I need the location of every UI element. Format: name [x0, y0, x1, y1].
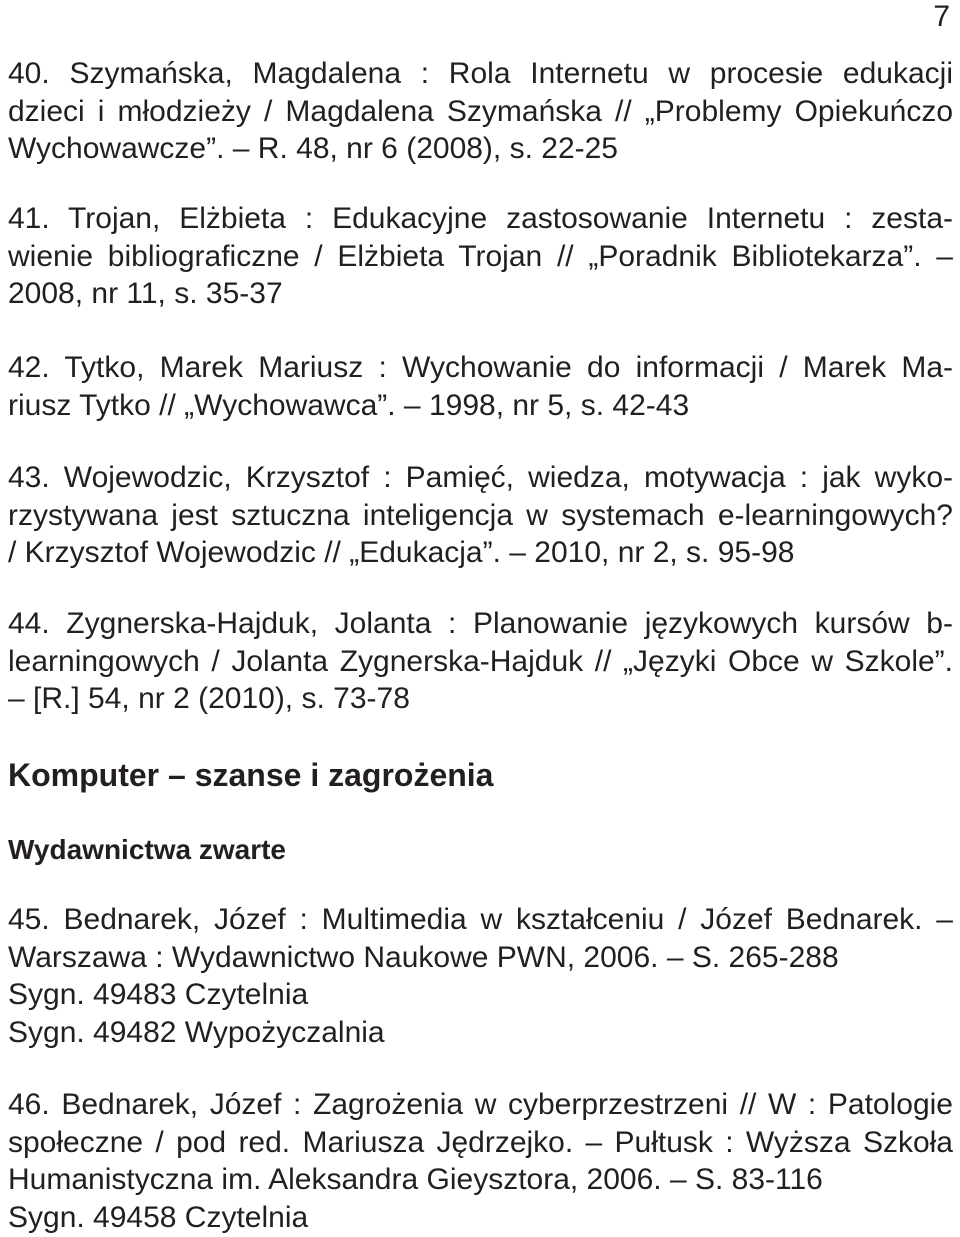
- sub-heading: Wydawnictwa zwarte: [8, 834, 287, 865]
- entry-line: Sygn. 49483 Czytelnia: [8, 978, 309, 1011]
- bibliography-entry-40: [8, 55, 953, 168]
- entry-line: 46. Bednarek, Józef : Zagrożenia w cyberprzestrzeni // W : Patologie: [8, 1088, 953, 1121]
- entry-line: Warszawa : Wydawnictwo Naukowe PWN, 2006. – S. 265-288: [8, 940, 839, 974]
- entry-line: – [R.] 54, nr 2 (2010), s. 73-78: [8, 682, 410, 715]
- entry-line: Sygn. 49458 Czytelnia: [8, 1200, 309, 1234]
- section-heading: Komputer – szanse i zagrożenia: [8, 757, 494, 793]
- bibliography-entry-44: [8, 605, 953, 718]
- entry-line: 43. Wojewodzic, Krzysztof : Pamięć, wiedza, motywacja : jak wyko-: [8, 461, 953, 494]
- page-number: 7: [933, 0, 950, 33]
- entry-line: 42. Tytko, Marek Mariusz : Wychowanie do informacji / Marek Ma-: [8, 351, 953, 384]
- entry-line: Sygn. 49482 Wypożyczalnia: [8, 1015, 385, 1049]
- bibliography-entry-43: [8, 459, 953, 572]
- entry-line: learningowych / Jolanta Zygnerska-Hajduk // „Języki Obce w Szkole”.: [8, 644, 953, 678]
- bibliography-entry-45: [8, 901, 953, 1051]
- entry-line: 40. Szymańska, Magdalena : Rola Internetu w procesie edukacji: [8, 57, 953, 90]
- bibliography-entry-46: [8, 1086, 953, 1236]
- entry-line: Humanistyczna im. Aleksandra Gieysztora, 2006. – S. 83-116: [8, 1163, 823, 1196]
- entry-line: / Krzysztof Wojewodzic // „Edukacja”. – 2010, nr 2, s. 95-98: [8, 536, 795, 569]
- entry-line: 44. Zygnerska-Hajduk, Jolanta : Planowanie językowych kursów b-: [8, 607, 953, 640]
- entry-line: wienie bibliograficzne / Elżbieta Trojan // „Poradnik Bibliotekarza”. –: [8, 239, 953, 273]
- entry-line: 41. Trojan, Elżbieta : Edukacyjne zastosowanie Internetu : zesta-: [8, 202, 953, 235]
- entry-line: dzieci i młodzieży / Magdalena Szymańska // „Problemy Opiekuńczo: [8, 94, 953, 128]
- entry-line: 45. Bednarek, Józef : Multimedia w kształceniu / Józef Bednarek. –: [8, 903, 953, 936]
- bibliography-entry-42: [8, 349, 953, 424]
- entry-line: rzystywana jest sztuczna inteligencja w systemach e-learningowych?: [8, 498, 953, 532]
- entry-line: społeczne / pod red. Mariusza Jędrzejko. – Pułtusk : Wyższa Szkoła: [8, 1125, 953, 1159]
- entry-line: riusz Tytko // „Wychowawca”. – 1998, nr 5, s. 42-43: [8, 388, 690, 422]
- bibliography-entry-41: [8, 200, 953, 313]
- entry-line: 2008, nr 11, s. 35-37: [8, 277, 283, 310]
- entry-line: Wychowawcze”. – R. 48, nr 6 (2008), s. 22-25: [8, 132, 618, 165]
